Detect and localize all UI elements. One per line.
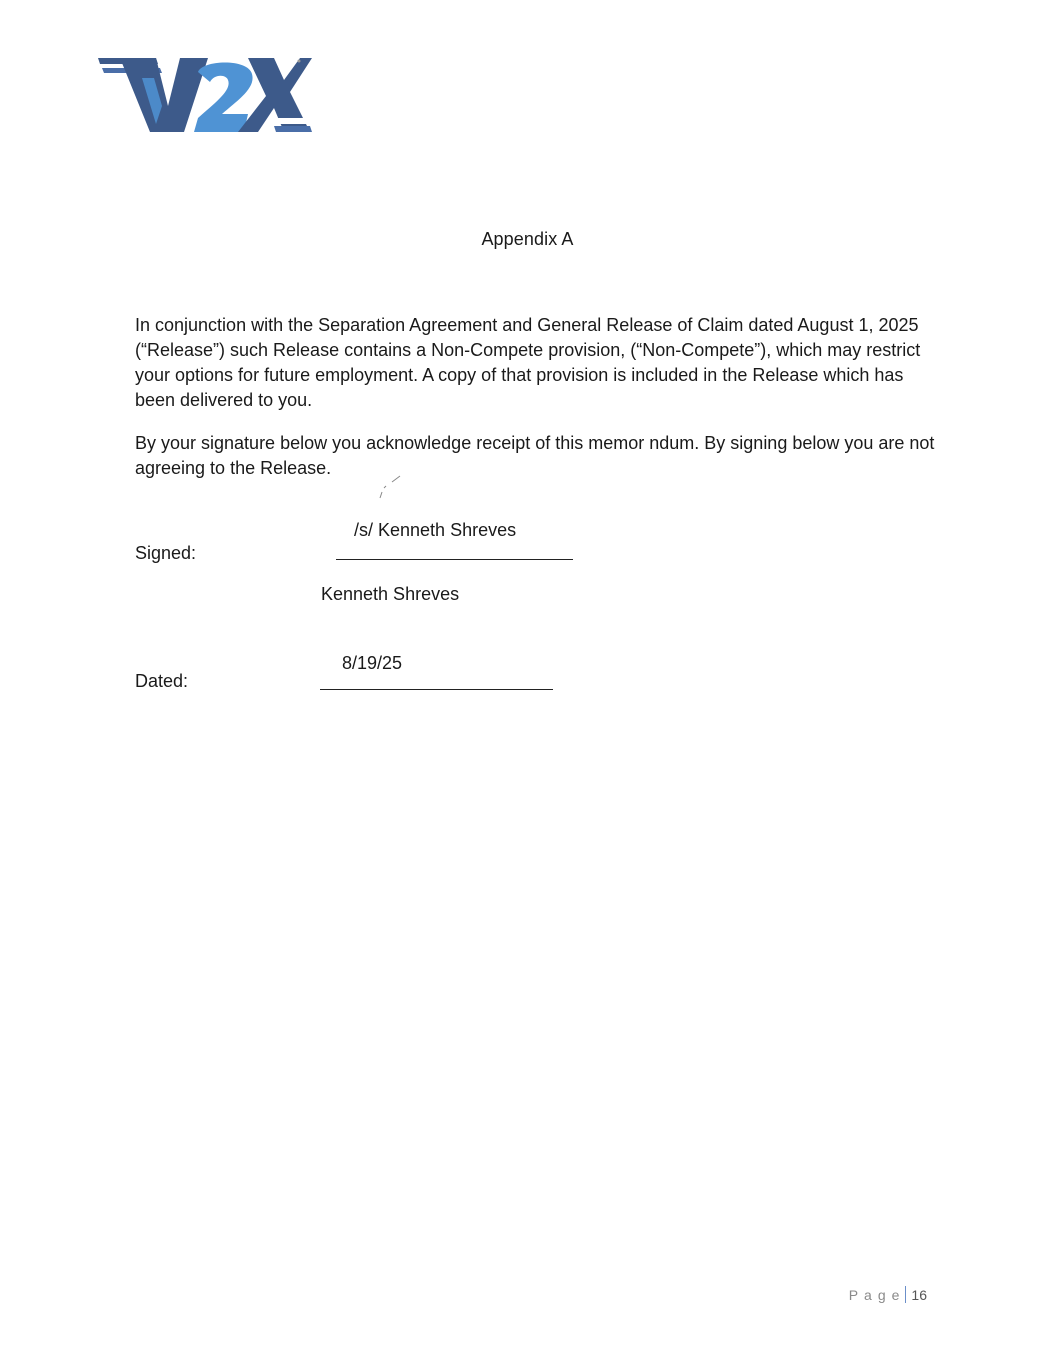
v2x-logo-icon [98,58,313,134]
dated-label: Dated: [135,671,189,691]
page-title: Appendix A [481,229,574,249]
signed-label: Signed: [135,543,197,563]
paragraph-release-notice: In conjunction with the Separation Agreement and General Release of Claim dated August 1, 2025 (“Release”) such Release contains a Non-Compete provision, (“Non-Compete”), which may restrict your options for future employment. A copy of that provision is included in the Release which has been delivered to you. [135,315,921,410]
page-footer [849,1286,927,1303]
paragraph-acknowledgement: By your signature below you acknowledge receipt of this memor ndum. By signing below you are not agreeing to the Release. [135,433,935,478]
company-logo [98,58,313,134]
signature-line [336,559,573,560]
page-label: Page [848,1286,906,1303]
date-line [320,689,553,690]
page-number: 16 [911,1286,927,1303]
date-value: 8/19/25 [342,653,403,673]
printed-name: Kenneth Shreves [321,584,460,604]
page-separator [905,1286,906,1303]
pen-mark-icon [378,474,408,500]
signature-value: /s/ Kenneth Shreves [354,520,517,540]
